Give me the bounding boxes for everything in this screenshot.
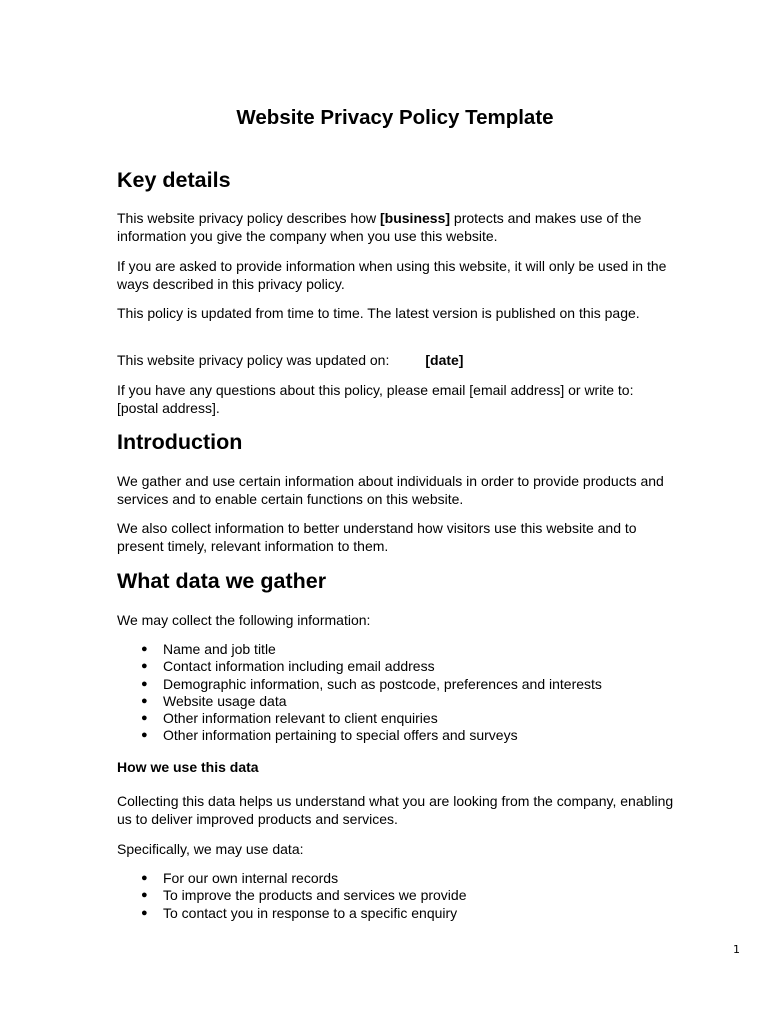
key-details-paragraph-1-end: protects and makes use of the information you give the company when you use this website. — [117, 210, 642, 244]
list-item-text: Other information relevant to client enquiries — [163, 710, 438, 727]
how-we-use-paragraph-2: Specifically, we may use data: — [117, 841, 304, 857]
business-placeholder: [business] — [380, 210, 451, 226]
bullet-icon: ● — [141, 712, 148, 725]
bullet-icon: ● — [141, 906, 148, 919]
list-item — [117, 710, 677, 727]
list-item-text: To contact you in response to a specific enquiry — [163, 904, 458, 921]
key-details-paragraph-1 — [117, 210, 677, 245]
list-item — [117, 887, 677, 904]
list-item — [117, 641, 677, 658]
key-details-paragraph-3: This policy is updated from time to time. The latest version is published on this page. — [117, 305, 640, 321]
key-details-heading: Key details — [117, 168, 231, 192]
introduction-paragraph-1: We gather and use certain information about individuals in order to provide products and services and to enable certain functions on this website. — [117, 473, 664, 507]
key-details-paragraph-5: If you have any questions about this policy, please email [email address] or write to: [postal address]. — [117, 382, 634, 416]
key-details-paragraph-2: If you are asked to provide information when using this website, it will only be used in the ways described in this privacy policy. — [117, 258, 667, 292]
key-details-paragraph-1-start: This website privacy policy describes how — [117, 210, 380, 226]
list-item-text: Website usage data — [163, 692, 287, 709]
bullet-icon: ● — [141, 643, 148, 655]
list-item-text: Name and job title — [163, 641, 276, 657]
introduction-paragraph-2: We also collect information to better understand how visitors use this website and to present timely, relevant information to them. — [117, 520, 637, 554]
list-item-text: Other information pertaining to special offers and surveys — [163, 727, 518, 744]
policy-updated-label: This website privacy policy was updated on: — [117, 352, 390, 368]
bullet-icon: ● — [141, 889, 148, 902]
list-item-text: Demographic information, such as postcode, preferences and interests — [163, 675, 602, 692]
policy-updated-date: [date] — [425, 352, 464, 368]
bullet-icon: ● — [141, 660, 148, 673]
how-we-use-paragraph-1: Collecting this data helps us understand what you are looking from the company, enabling us to deliver improved products and services. — [117, 793, 674, 827]
list-item — [117, 727, 677, 744]
introduction-heading: Introduction — [117, 430, 243, 454]
what-data-intro: We may collect the following information: — [117, 612, 371, 628]
list-item — [117, 870, 677, 887]
list-item — [117, 905, 677, 922]
bullet-icon: ● — [141, 677, 148, 690]
how-we-use-list — [117, 870, 677, 922]
list-item — [117, 676, 677, 693]
policy-updated-line — [117, 352, 677, 370]
what-data-list — [117, 641, 677, 745]
list-item-text: For our own internal records — [163, 870, 339, 886]
bullet-icon: ● — [141, 872, 148, 884]
list-item — [117, 693, 677, 710]
list-item-text: To improve the products and services we provide — [163, 887, 467, 904]
page-number: 1 — [733, 943, 740, 956]
how-we-use-heading: How we use this data — [117, 759, 259, 775]
what-data-heading: What data we gather — [117, 569, 327, 593]
document-title: Website Privacy Policy Template — [236, 106, 554, 129]
list-item-text: Contact information including email address — [163, 658, 435, 675]
bullet-icon: ● — [141, 729, 148, 742]
list-item — [117, 658, 677, 675]
bullet-icon: ● — [141, 694, 148, 707]
